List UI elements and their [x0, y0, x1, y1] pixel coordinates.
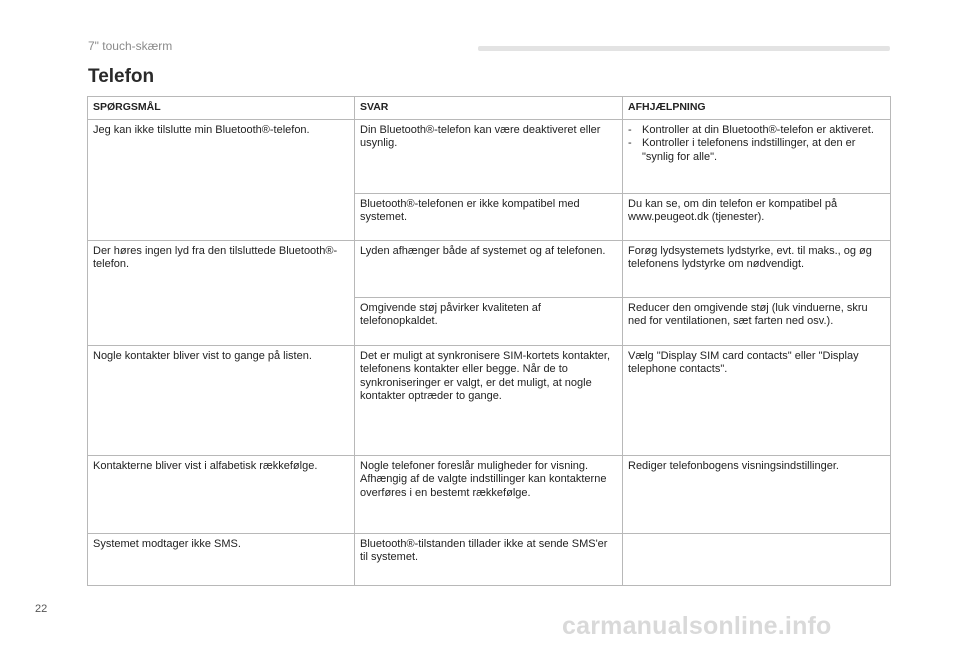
remedy-cell: Du kan se, om din telefon er kompatibel på www.peugeot.dk (tjenester).: [623, 193, 891, 240]
column-header-remedy: AFHJÆLPNING: [623, 97, 891, 120]
answer-cell: Din Bluetooth®-telefon kan være deaktiveret eller usynlig.: [355, 119, 623, 193]
answer-cell: Nogle telefoner foreslår muligheder for visning. Afhængig af de valgte indstillinger kan kontakterne overføres i en bestemt rækkefølge.: [355, 455, 623, 533]
question-cell: Der høres ingen lyd fra den tilsluttede Bluetooth®-telefon.: [88, 240, 355, 345]
section-header-title: 7" touch-skærm: [88, 39, 173, 53]
remedy-cell: Vælg "Display SIM card contacts" eller "Display telephone contacts".: [623, 345, 891, 455]
remedy-bullet: - Kontroller i telefonens indstillinger, at den er "synlig for alle".: [628, 137, 856, 163]
table-row: [88, 345, 891, 455]
answer-cell: Bluetooth®-telefonen er ikke kompatibel med systemet.: [355, 193, 623, 240]
remedy-cell: [623, 533, 891, 585]
table-row: [88, 119, 891, 193]
remedy-cell: Forøg lydsystemets lydstyrke, evt. til maks., og øg telefonens lydstyrke om nødvendigt.: [623, 240, 891, 297]
question-cell: Systemet modtager ikke SMS.: [88, 533, 355, 585]
answer-cell: Det er muligt at synkronisere SIM-kortets kontakter, telefonens kontakter eller begge. Når de to synkroniseringer er valgt, er det muligt, at nogle kontakter optræder to gange.: [355, 345, 623, 455]
page-number: 22: [35, 603, 48, 615]
answer-cell: Omgivende støj påvirker kvaliteten af telefonopkaldet.: [355, 297, 623, 345]
remedy-bullet: - Kontroller at din Bluetooth®-telefon er aktiveret.: [628, 123, 874, 136]
answer-cell: Bluetooth®-tilstanden tillader ikke at sende SMS'er til systemet.: [355, 533, 623, 585]
table-row: [88, 533, 891, 585]
troubleshooting-table: [87, 96, 891, 586]
column-header-answer: SVAR: [355, 97, 623, 120]
table-header-row: [88, 97, 891, 120]
table-row: [88, 240, 891, 297]
remedy-cell: [623, 119, 891, 193]
question-cell: Nogle kontakter bliver vist to gange på listen.: [88, 345, 355, 455]
watermark-text: carmanualsonline.info: [562, 612, 832, 640]
question-cell: Kontakterne bliver vist i alfabetisk rækkefølge.: [88, 455, 355, 533]
column-header-question: SPØRGSMÅL: [88, 97, 355, 120]
page-title: Telefon: [88, 66, 155, 87]
remedy-cell: Reducer den omgivende støj (luk vinduerne, skru ned for ventilationen, sæt farten ned osv.).: [623, 297, 891, 345]
remedy-cell: Rediger telefonbogens visningsindstillinger.: [623, 455, 891, 533]
question-cell: Jeg kan ikke tilslutte min Bluetooth®-telefon.: [88, 119, 355, 240]
answer-cell: Lyden afhænger både af systemet og af telefonen.: [355, 240, 623, 297]
header-divider-bar: [478, 46, 890, 51]
table-row: [88, 455, 891, 533]
